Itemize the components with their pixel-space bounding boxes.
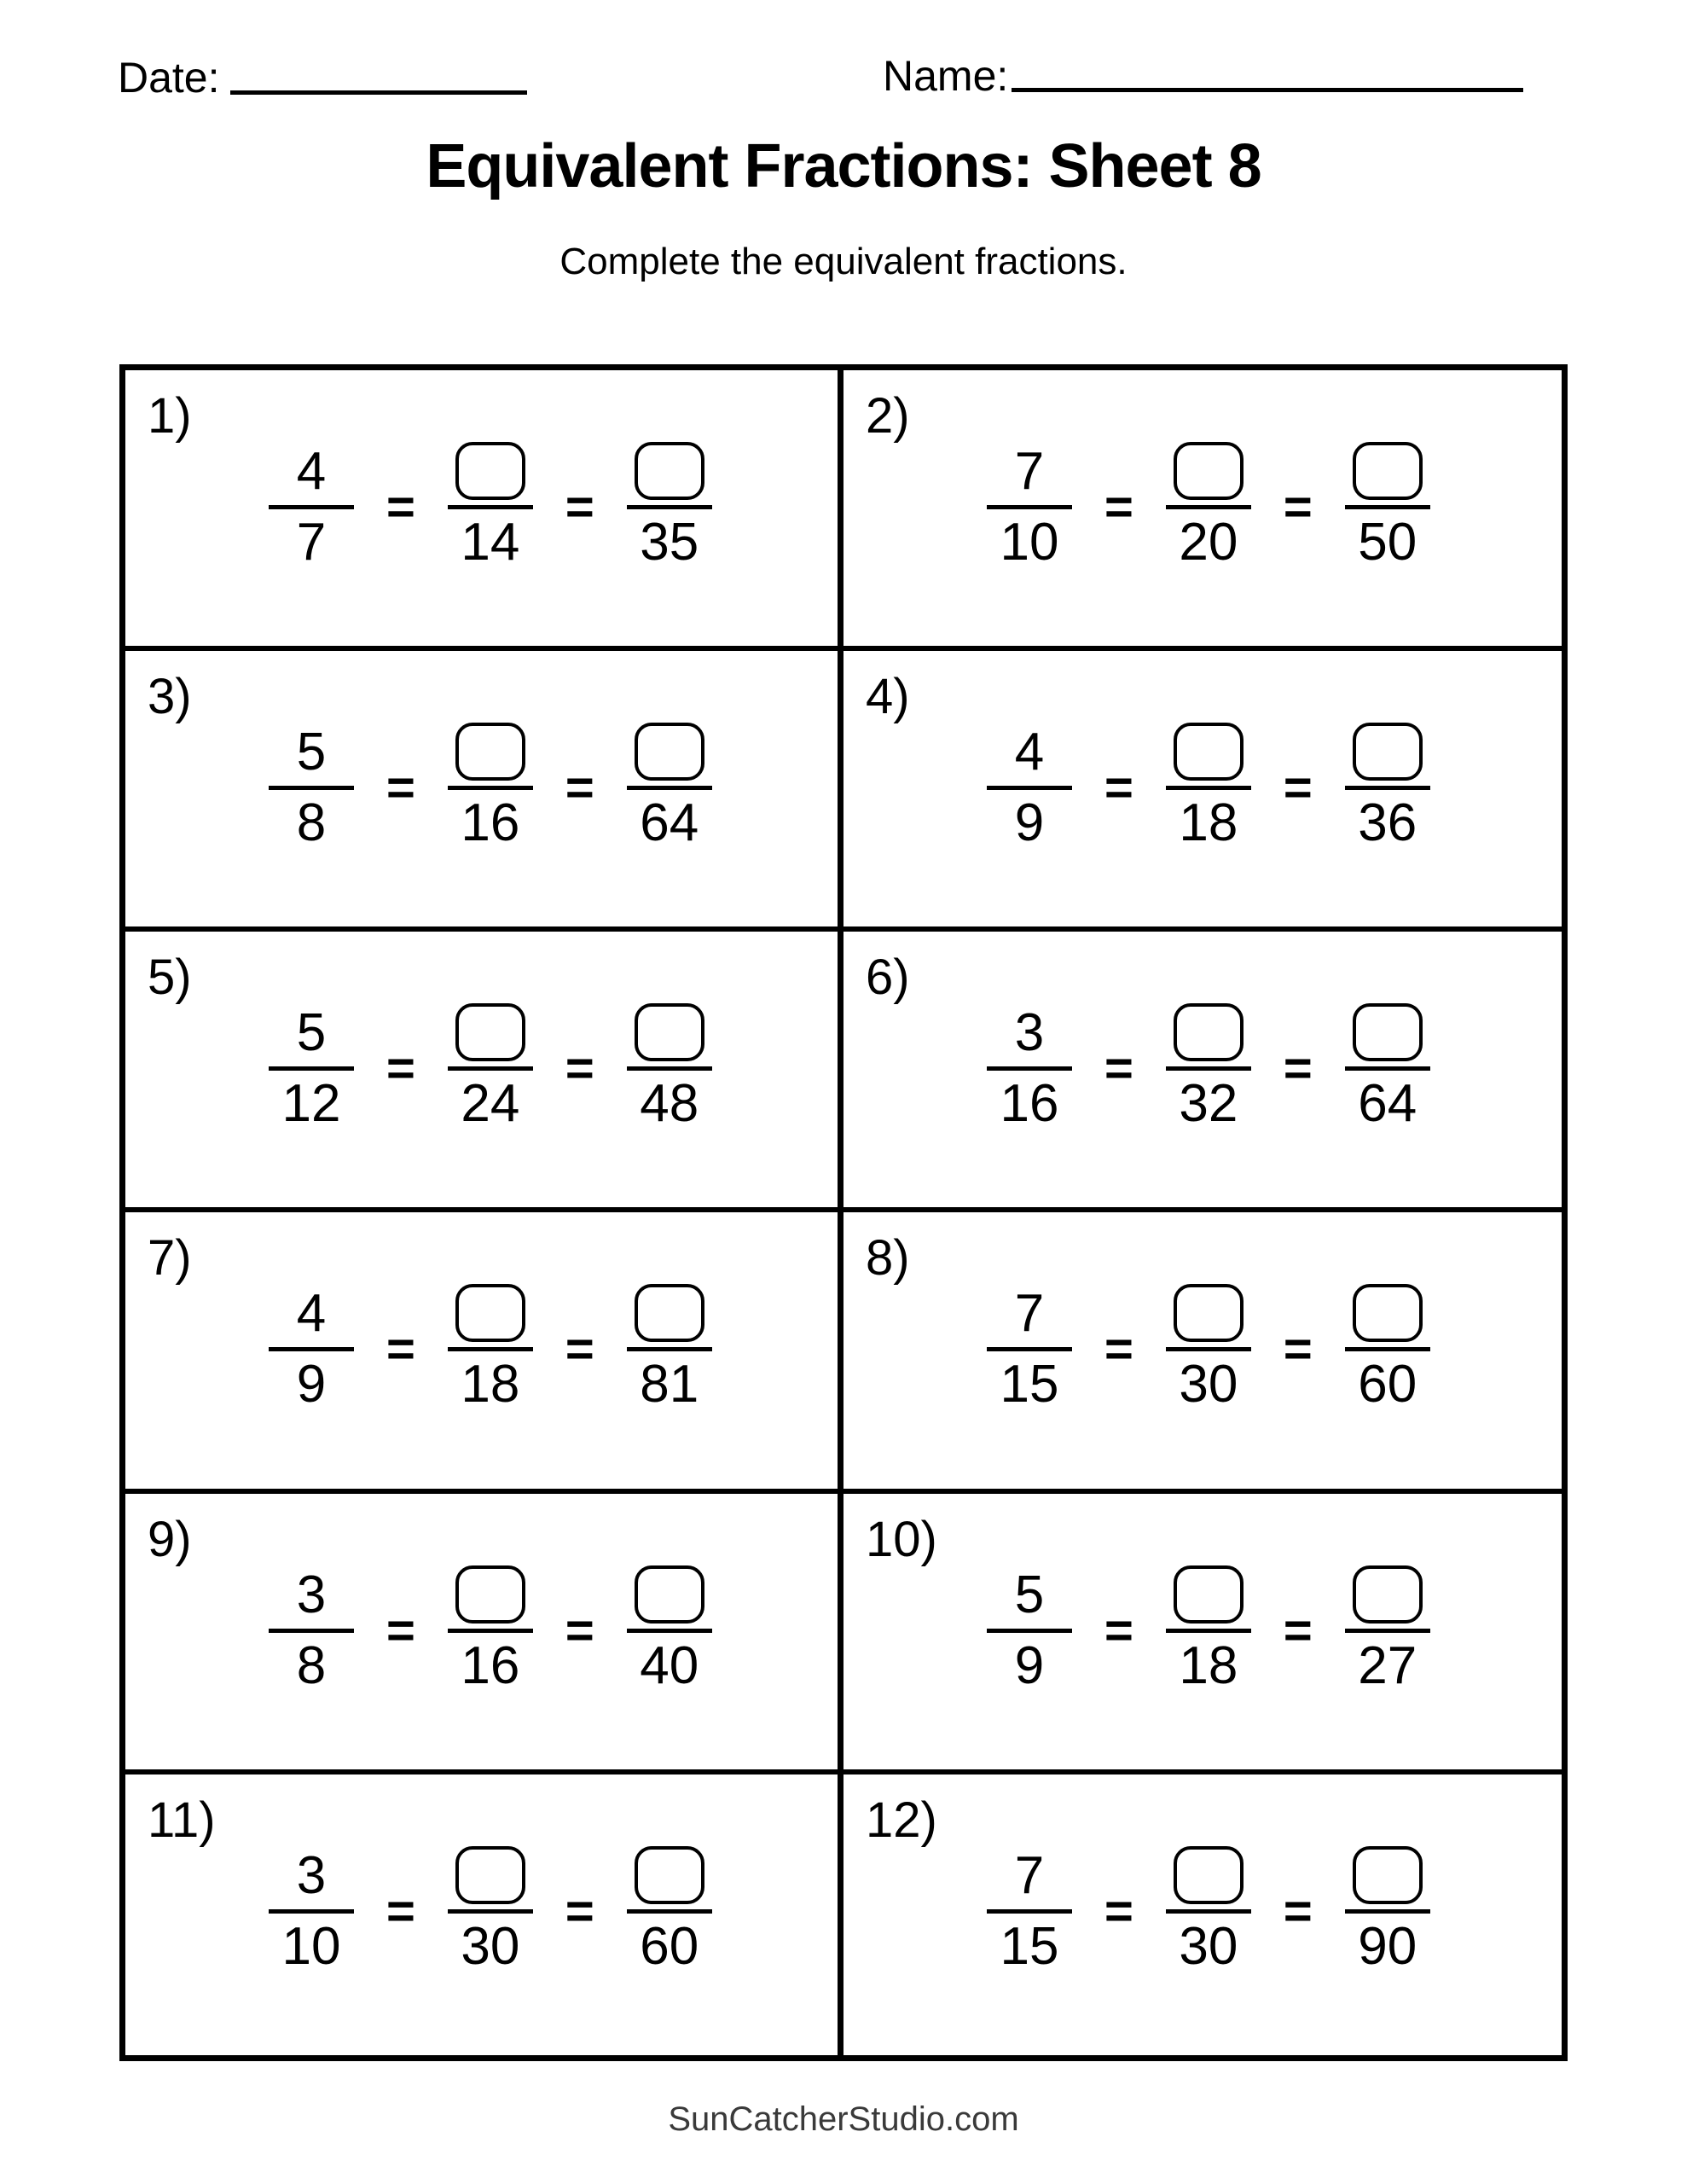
fraction-equation xyxy=(269,1267,712,1432)
given-numerator: 5 xyxy=(1014,1565,1045,1624)
denominator-area xyxy=(296,513,327,572)
numerator-area xyxy=(1174,706,1244,786)
fraction-bar xyxy=(987,505,1072,509)
denominator-area xyxy=(1179,1074,1238,1134)
given-numerator: 3 xyxy=(296,1845,327,1905)
answer-fraction-1 xyxy=(1166,1548,1251,1693)
equals-sign: = xyxy=(565,1041,594,1097)
given-fraction xyxy=(987,1829,1072,1976)
given-fraction xyxy=(269,1829,354,1976)
equals-sign: = xyxy=(1104,1883,1133,1939)
numerator-area xyxy=(1015,1829,1044,1909)
fraction-bar xyxy=(448,1909,533,1914)
answer-box-2[interactable] xyxy=(635,723,704,781)
equals-sign: = xyxy=(1283,1041,1313,1097)
fraction-bar xyxy=(1345,505,1430,509)
denominator-area xyxy=(1179,513,1238,572)
problem-number: 5) xyxy=(148,950,192,1006)
numerator-area xyxy=(1015,706,1044,786)
fraction-bar xyxy=(269,1909,354,1914)
fraction-bar xyxy=(269,1347,354,1351)
answer-fraction-1 xyxy=(448,706,533,853)
fraction-equation xyxy=(269,986,712,1151)
answer-fraction-1 xyxy=(448,1548,533,1693)
problem-number: 10) xyxy=(866,1511,937,1567)
fraction-bar xyxy=(627,1066,712,1071)
denominator-area xyxy=(640,793,699,853)
given-denominator: 9 xyxy=(296,1355,327,1414)
given-numerator: 4 xyxy=(296,442,327,501)
answer-box-2[interactable] xyxy=(1353,723,1423,781)
answer-box-2[interactable] xyxy=(635,442,704,500)
fraction-bar xyxy=(1166,1066,1251,1071)
given-numerator: 3 xyxy=(296,1565,327,1624)
equals-sign: = xyxy=(386,1041,415,1097)
numerator-area xyxy=(297,706,326,786)
denominator-2: 30 xyxy=(1179,1916,1238,1976)
denominator-area xyxy=(1014,793,1045,853)
problem-number: 6) xyxy=(866,950,910,1006)
given-denominator: 15 xyxy=(1000,1916,1059,1976)
equals-sign: = xyxy=(1104,1041,1133,1097)
denominator-area xyxy=(1179,1916,1238,1976)
numerator-area xyxy=(455,706,525,786)
numerator-area xyxy=(455,1267,525,1347)
answer-fraction-2 xyxy=(627,425,712,572)
denominator-3: 60 xyxy=(1358,1355,1417,1414)
fraction-bar xyxy=(627,786,712,790)
problem-cell xyxy=(844,370,1562,651)
numerator-area xyxy=(297,1267,326,1347)
answer-fraction-1 xyxy=(1166,1829,1251,1976)
denominator-area xyxy=(461,1074,520,1134)
numerator-area xyxy=(297,1548,326,1629)
answer-fraction-1 xyxy=(448,425,533,572)
fraction-bar xyxy=(269,1629,354,1633)
answer-fraction-1 xyxy=(1166,425,1251,572)
denominator-3: 36 xyxy=(1358,793,1417,853)
denominator-2: 30 xyxy=(1179,1355,1238,1414)
answer-box-1[interactable] xyxy=(455,1565,525,1623)
numerator-area xyxy=(635,1829,704,1909)
numerator-area xyxy=(455,1548,525,1629)
denominator-area xyxy=(461,1355,520,1414)
equals-sign: = xyxy=(1283,760,1313,816)
problem-cell xyxy=(125,651,844,932)
answer-fraction-1 xyxy=(1166,706,1251,853)
answer-box-1[interactable] xyxy=(1174,1565,1244,1623)
numerator-area xyxy=(1015,1548,1044,1629)
answer-fraction-2 xyxy=(627,1548,712,1693)
numerator-area xyxy=(455,425,525,505)
denominator-area xyxy=(1358,793,1417,853)
numerator-area xyxy=(1174,986,1244,1066)
fraction-equation xyxy=(269,706,712,870)
problems-grid xyxy=(119,364,1568,2061)
answer-box-2[interactable] xyxy=(635,1003,704,1061)
numerator-area xyxy=(635,425,704,505)
answer-box-1[interactable] xyxy=(1174,1846,1244,1904)
equals-sign: = xyxy=(565,1883,594,1939)
given-fraction xyxy=(987,1548,1072,1693)
answer-box-2[interactable] xyxy=(1353,1284,1423,1342)
fraction-bar xyxy=(269,505,354,509)
problem-cell xyxy=(844,932,1562,1212)
problem-cell xyxy=(844,1494,1562,1774)
answer-fraction-2 xyxy=(1345,1267,1430,1414)
given-fraction xyxy=(987,425,1072,572)
denominator-3: 90 xyxy=(1358,1916,1417,1976)
fraction-bar xyxy=(1166,1347,1251,1351)
given-fraction xyxy=(269,425,354,572)
denominator-2: 14 xyxy=(461,513,520,572)
equals-sign: = xyxy=(386,479,415,535)
fraction-bar xyxy=(987,1347,1072,1351)
equals-sign: = xyxy=(1104,1321,1133,1378)
fraction-equation xyxy=(269,425,712,590)
fraction-equation xyxy=(987,706,1430,870)
given-denominator: 15 xyxy=(1000,1355,1059,1414)
problem-cell xyxy=(844,1212,1562,1493)
given-numerator: 5 xyxy=(296,723,327,782)
denominator-3: 81 xyxy=(640,1355,699,1414)
denominator-area xyxy=(640,1355,699,1414)
denominator-area xyxy=(1179,1635,1238,1695)
fraction-bar xyxy=(1166,786,1251,790)
name-label: Name: xyxy=(883,52,1009,100)
denominator-area xyxy=(640,1635,699,1695)
given-denominator: 16 xyxy=(1000,1074,1059,1134)
denominator-area xyxy=(1000,513,1059,572)
equals-sign: = xyxy=(1104,1602,1133,1658)
fraction-bar xyxy=(627,1347,712,1351)
denominator-area xyxy=(1358,1635,1417,1695)
name-write-in-line[interactable] xyxy=(1012,88,1523,92)
fraction-equation xyxy=(987,1548,1430,1713)
numerator-area xyxy=(1353,986,1423,1066)
given-numerator: 7 xyxy=(1014,1284,1045,1344)
denominator-area xyxy=(1000,1916,1059,1976)
fraction-bar xyxy=(987,1629,1072,1633)
answer-box-2[interactable] xyxy=(635,1284,704,1342)
denominator-2: 16 xyxy=(461,793,520,853)
problem-number: 8) xyxy=(866,1230,910,1287)
numerator-area xyxy=(1174,1829,1244,1909)
denominator-area xyxy=(281,1074,341,1134)
numerator-area xyxy=(1353,425,1423,505)
equals-sign: = xyxy=(565,479,594,535)
numerator-area xyxy=(297,986,326,1066)
answer-fraction-2 xyxy=(627,986,712,1134)
given-numerator: 4 xyxy=(296,1284,327,1344)
fraction-bar xyxy=(1166,505,1251,509)
date-write-in-line[interactable] xyxy=(230,90,527,95)
equals-sign: = xyxy=(386,1883,415,1939)
problem-cell xyxy=(844,651,1562,932)
given-denominator: 7 xyxy=(296,513,327,572)
fraction-bar xyxy=(627,1629,712,1633)
fraction-bar xyxy=(627,505,712,509)
given-numerator: 3 xyxy=(1014,1003,1045,1063)
denominator-area xyxy=(461,793,520,853)
equals-sign: = xyxy=(1283,1883,1313,1939)
answer-box-1[interactable] xyxy=(455,1003,525,1061)
answer-box-2[interactable] xyxy=(1353,1846,1423,1904)
denominator-area xyxy=(461,1916,520,1976)
given-denominator: 8 xyxy=(296,793,327,853)
given-numerator: 7 xyxy=(1014,1845,1045,1905)
numerator-area xyxy=(1174,1267,1244,1347)
denominator-3: 35 xyxy=(640,513,699,572)
answer-box-1[interactable] xyxy=(455,442,525,500)
fraction-bar xyxy=(448,1347,533,1351)
numerator-area xyxy=(635,986,704,1066)
answer-box-1[interactable] xyxy=(455,1284,525,1342)
page-instructions: Complete the equivalent fractions. xyxy=(559,241,1128,282)
denominator-3: 40 xyxy=(640,1635,699,1695)
problem-number: 11) xyxy=(148,1792,216,1848)
problem-number: 1) xyxy=(148,388,192,444)
denominator-2: 20 xyxy=(1179,513,1238,572)
denominator-area xyxy=(1014,1635,1045,1695)
denominator-area xyxy=(640,513,699,572)
denominator-area xyxy=(1358,1074,1417,1134)
answer-box-2[interactable] xyxy=(635,1565,704,1623)
numerator-area xyxy=(1174,1548,1244,1629)
denominator-2: 18 xyxy=(461,1355,520,1414)
given-fraction xyxy=(269,1267,354,1414)
given-denominator: 12 xyxy=(281,1074,341,1134)
answer-fraction-2 xyxy=(627,1829,712,1976)
given-numerator: 4 xyxy=(1014,723,1045,782)
date-label: Date: xyxy=(118,54,220,102)
denominator-area xyxy=(281,1916,341,1976)
answer-box-1[interactable] xyxy=(1174,442,1244,500)
fraction-equation xyxy=(269,1829,712,1994)
fraction-bar xyxy=(1345,1909,1430,1914)
equals-sign: = xyxy=(1283,1602,1313,1658)
fraction-equation xyxy=(269,1548,712,1713)
page-title: Equivalent Fractions: Sheet 8 xyxy=(426,132,1261,200)
problem-number: 2) xyxy=(866,388,910,444)
answer-fraction-1 xyxy=(1166,986,1251,1134)
answer-fraction-2 xyxy=(1345,986,1430,1134)
denominator-2: 18 xyxy=(1179,1635,1238,1695)
equals-sign: = xyxy=(386,760,415,816)
fraction-bar xyxy=(448,1629,533,1633)
numerator-area xyxy=(1353,1829,1423,1909)
denominator-area xyxy=(461,513,520,572)
equals-sign: = xyxy=(1283,479,1313,535)
given-fraction xyxy=(269,986,354,1134)
answer-fraction-1 xyxy=(1166,1267,1251,1414)
numerator-area xyxy=(297,1829,326,1909)
numerator-area xyxy=(1015,425,1044,505)
denominator-area xyxy=(1000,1074,1059,1134)
answer-fraction-1 xyxy=(448,1267,533,1414)
denominator-area xyxy=(1179,1355,1238,1414)
denominator-area xyxy=(296,1635,327,1695)
fraction-bar xyxy=(1345,786,1430,790)
numerator-area xyxy=(1353,1267,1423,1347)
equals-sign: = xyxy=(1104,760,1133,816)
problem-cell xyxy=(125,1494,844,1774)
numerator-area xyxy=(1174,425,1244,505)
fraction-bar xyxy=(448,786,533,790)
given-denominator: 9 xyxy=(1014,793,1045,853)
equals-sign: = xyxy=(386,1321,415,1378)
equals-sign: = xyxy=(386,1602,415,1658)
answer-fraction-1 xyxy=(448,1829,533,1976)
fraction-bar xyxy=(1166,1909,1251,1914)
equals-sign: = xyxy=(1104,479,1133,535)
denominator-2: 32 xyxy=(1179,1074,1238,1134)
numerator-area xyxy=(635,1267,704,1347)
denominator-3: 27 xyxy=(1358,1635,1417,1695)
fraction-bar xyxy=(987,1066,1072,1071)
answer-box-1[interactable] xyxy=(1174,1003,1244,1061)
denominator-2: 16 xyxy=(461,1635,520,1695)
denominator-3: 60 xyxy=(640,1916,699,1976)
problem-cell xyxy=(125,370,844,651)
equals-sign: = xyxy=(565,1602,594,1658)
problem-cell xyxy=(125,1212,844,1493)
fraction-bar xyxy=(1345,1347,1430,1351)
numerator-area xyxy=(1353,706,1423,786)
equals-sign: = xyxy=(1283,1321,1313,1378)
answer-box-1[interactable] xyxy=(1174,723,1244,781)
given-fraction xyxy=(987,706,1072,853)
denominator-area xyxy=(1000,1355,1059,1414)
denominator-2: 24 xyxy=(461,1074,520,1134)
answer-box-1[interactable] xyxy=(455,1846,525,1904)
answer-box-1[interactable] xyxy=(1174,1284,1244,1342)
denominator-area xyxy=(640,1074,699,1134)
answer-box-2[interactable] xyxy=(1353,1003,1423,1061)
fraction-equation xyxy=(987,425,1430,590)
given-fraction xyxy=(269,706,354,853)
fraction-equation xyxy=(987,1267,1430,1432)
problem-number: 3) xyxy=(148,669,192,725)
denominator-3: 50 xyxy=(1358,513,1417,572)
problem-number: 9) xyxy=(148,1511,192,1567)
denominator-area xyxy=(296,793,327,853)
given-numerator: 7 xyxy=(1014,442,1045,501)
given-denominator: 10 xyxy=(1000,513,1059,572)
answer-fraction-2 xyxy=(1345,706,1430,853)
denominator-3: 64 xyxy=(640,793,699,853)
fraction-bar xyxy=(269,1066,354,1071)
denominator-area xyxy=(1179,793,1238,853)
answer-box-2[interactable] xyxy=(1353,442,1423,500)
fraction-bar xyxy=(448,505,533,509)
denominator-2: 18 xyxy=(1179,793,1238,853)
numerator-area xyxy=(1015,1267,1044,1347)
answer-fraction-2 xyxy=(627,706,712,853)
denominator-area xyxy=(296,1355,327,1414)
problem-cell xyxy=(125,1774,844,2055)
fraction-bar xyxy=(1345,1629,1430,1633)
equals-sign: = xyxy=(565,760,594,816)
denominator-area xyxy=(640,1916,699,1976)
fraction-equation xyxy=(987,1829,1430,1994)
fraction-bar xyxy=(987,786,1072,790)
fraction-bar xyxy=(269,786,354,790)
denominator-3: 64 xyxy=(1358,1074,1417,1134)
problem-number: 7) xyxy=(148,1230,192,1287)
fraction-equation xyxy=(987,986,1430,1151)
problem-number: 12) xyxy=(866,1792,937,1848)
numerator-area xyxy=(297,425,326,505)
numerator-area xyxy=(455,1829,525,1909)
answer-fraction-2 xyxy=(1345,425,1430,572)
numerator-area xyxy=(635,1548,704,1629)
denominator-3: 48 xyxy=(640,1074,699,1134)
answer-box-1[interactable] xyxy=(455,723,525,781)
answer-fraction-2 xyxy=(1345,1548,1430,1693)
given-numerator: 5 xyxy=(296,1003,327,1063)
answer-box-2[interactable] xyxy=(1353,1565,1423,1623)
problem-number: 4) xyxy=(866,669,910,725)
answer-fraction-1 xyxy=(448,986,533,1134)
denominator-area xyxy=(461,1635,520,1695)
given-fraction xyxy=(987,986,1072,1134)
fraction-bar xyxy=(987,1909,1072,1914)
numerator-area xyxy=(1353,1548,1423,1629)
fraction-bar xyxy=(627,1909,712,1914)
denominator-area xyxy=(1358,1355,1417,1414)
numerator-area xyxy=(635,706,704,786)
given-fraction xyxy=(269,1548,354,1693)
given-denominator: 8 xyxy=(296,1635,327,1695)
denominator-area xyxy=(1358,513,1417,572)
denominator-2: 30 xyxy=(461,1916,520,1976)
numerator-area xyxy=(1015,986,1044,1066)
footer-credit: SunCatcherStudio.com xyxy=(668,2100,1019,2138)
answer-box-2[interactable] xyxy=(635,1846,704,1904)
fraction-bar xyxy=(1345,1066,1430,1071)
problem-cell xyxy=(844,1774,1562,2055)
numerator-area xyxy=(455,986,525,1066)
equals-sign: = xyxy=(565,1321,594,1378)
answer-fraction-2 xyxy=(1345,1829,1430,1976)
given-denominator: 9 xyxy=(1014,1635,1045,1695)
answer-fraction-2 xyxy=(627,1267,712,1414)
problem-cell xyxy=(125,932,844,1212)
given-denominator: 10 xyxy=(281,1916,341,1976)
given-fraction xyxy=(987,1267,1072,1414)
fraction-bar xyxy=(1166,1629,1251,1633)
denominator-area xyxy=(1358,1916,1417,1976)
fraction-bar xyxy=(448,1066,533,1071)
